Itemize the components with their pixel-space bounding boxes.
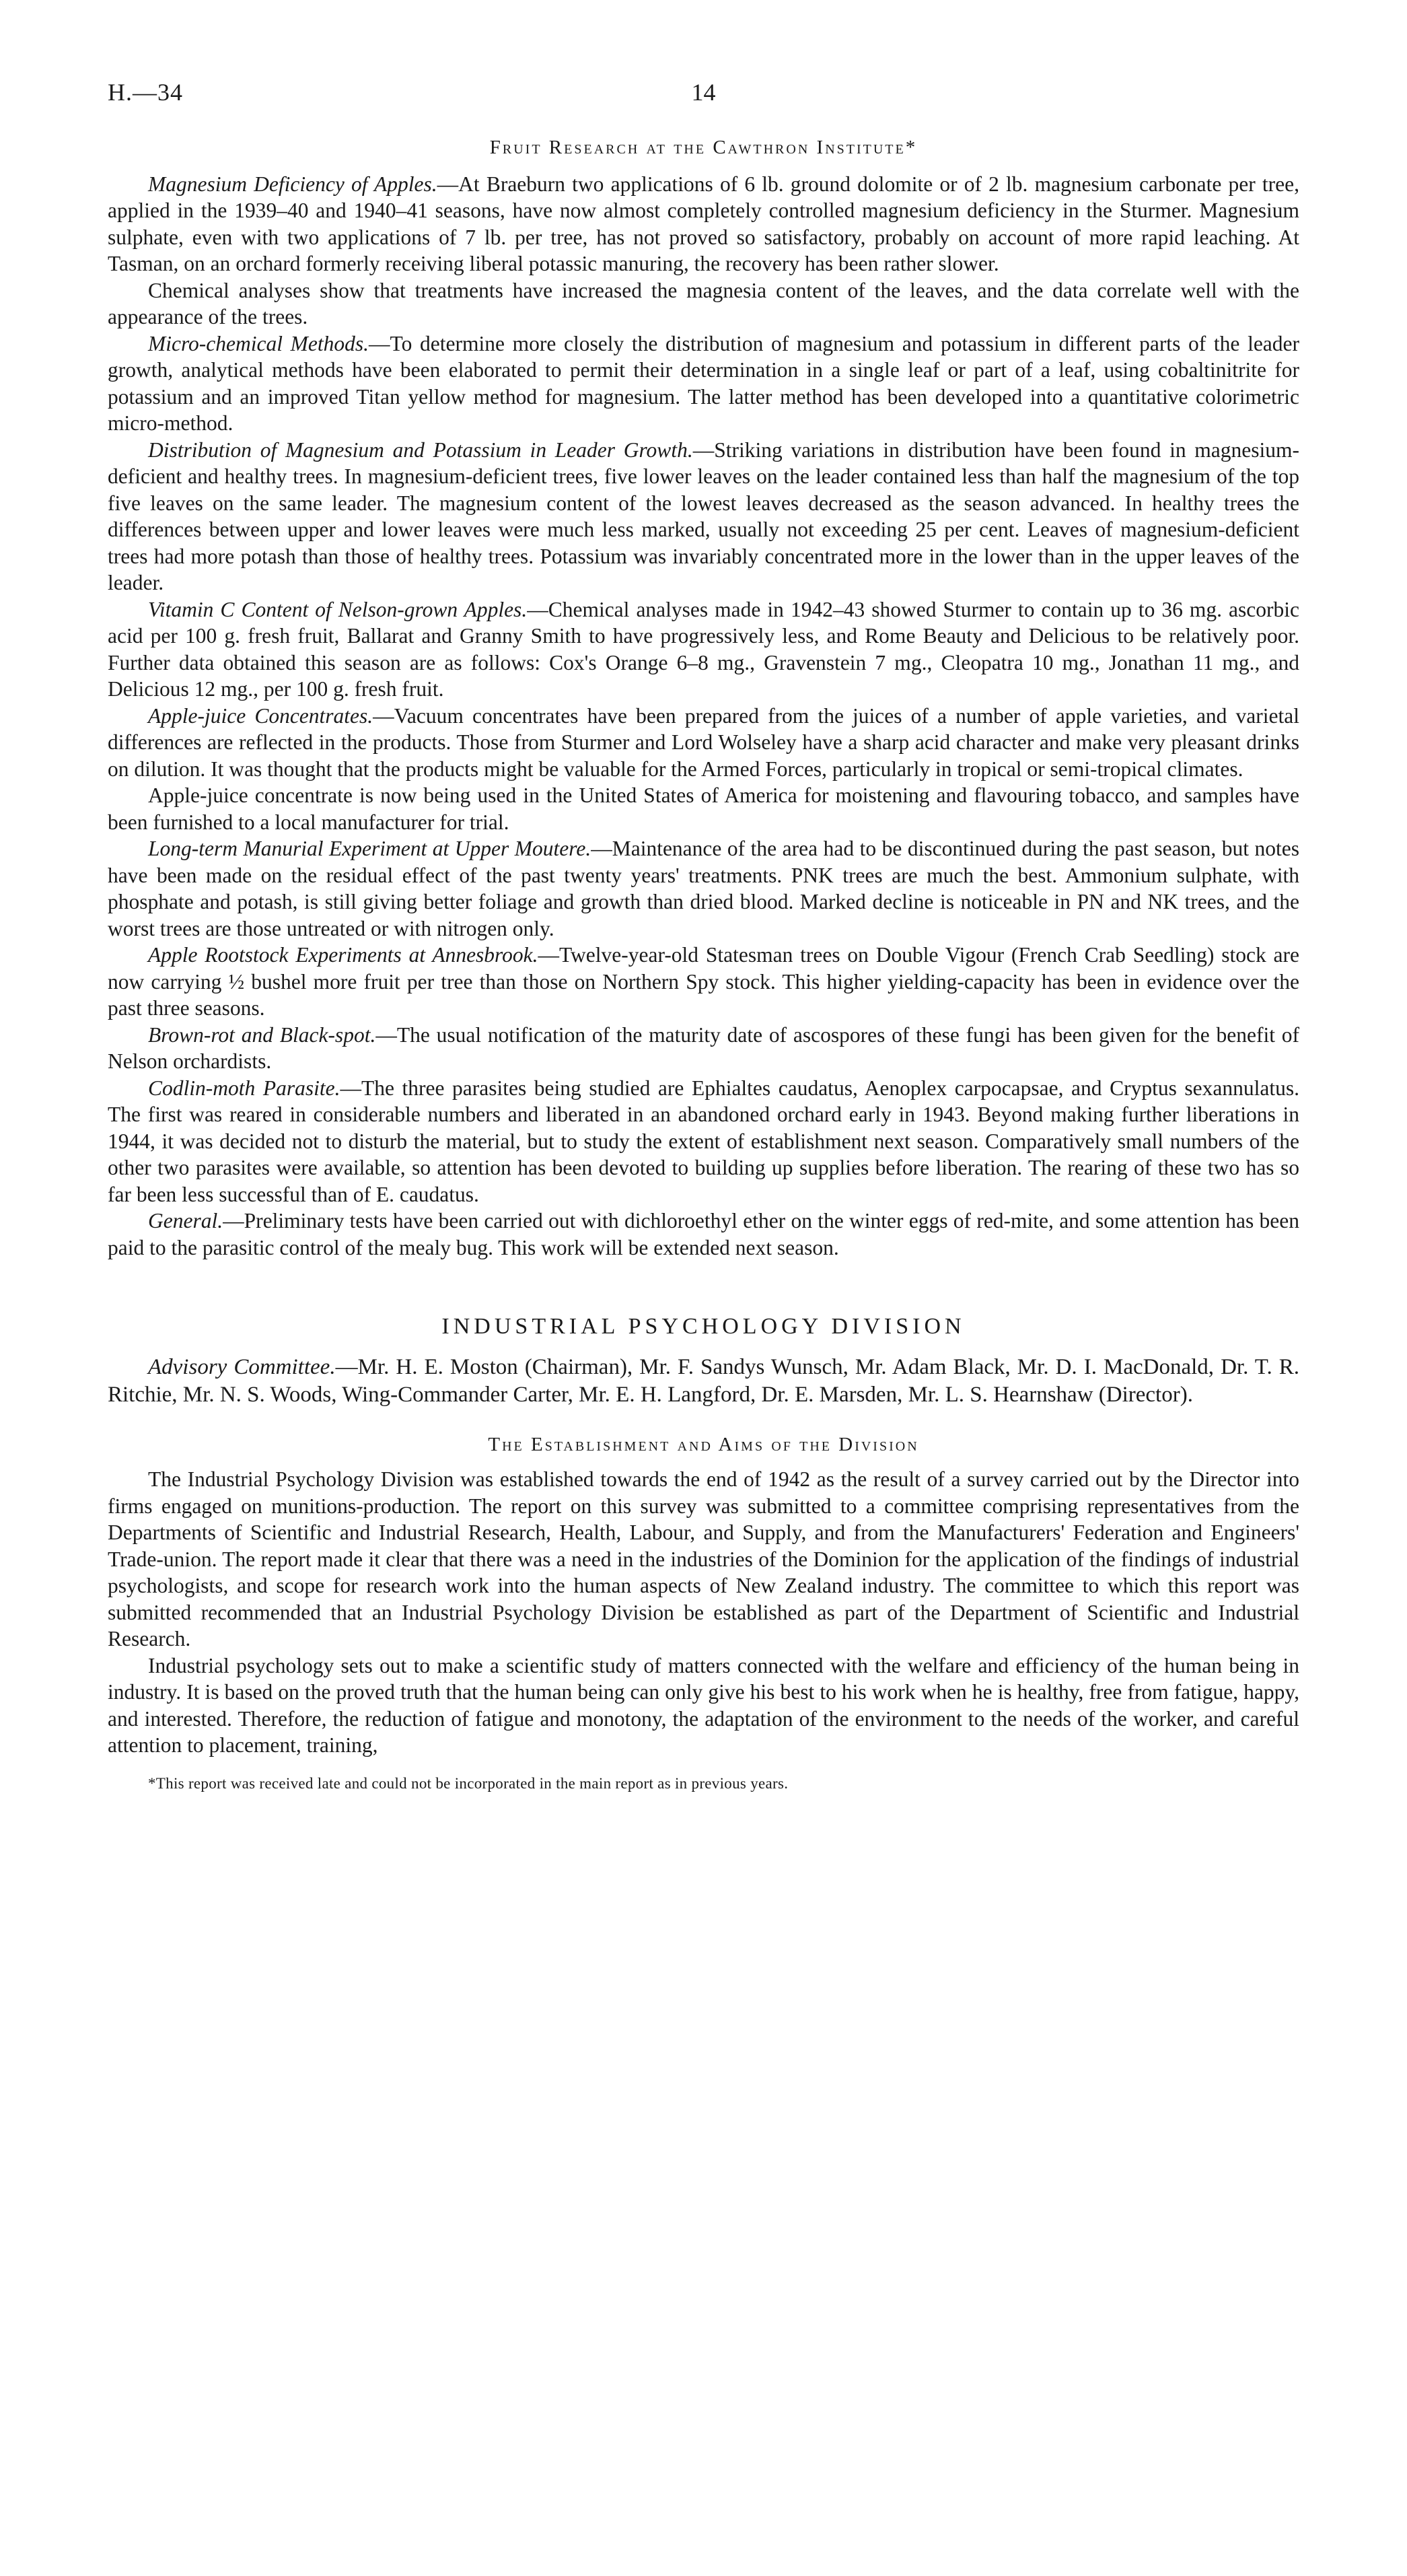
paragraph-body: —Maintenance of the area had to be discontinued during the past season, but notes have been made on the residual effect of the past twenty years' treatments. PNK trees are much the best. Ammonium sulphate, with phosphate and potash, is still giving better foliage and growth than dried blood. Marked decline is noticeable in PN and NK trees, and the worst trees are those untreated or with nitrogen only. xyxy=(108,837,1300,940)
paragraph xyxy=(108,1208,1299,1261)
paragraph: Industrial psychology sets out to make a scientific study of matters connected with the welfare and efficiency of the human being in industry. It is based on the proved truth that the human being can only give his best to his work when he is healthy, free from fatigue, happy, and interested. Therefore, the reduction of fatigue and monotony, the adaptation of the environment to the needs of the worker, and careful attention to placement, training, xyxy=(108,1653,1299,1757)
paragraph-lead: Codlin-moth Parasite. xyxy=(148,1076,340,1100)
paragraph xyxy=(108,703,1299,783)
paragraph: The Industrial Psychology Division was established towards the end of 1942 as the result of a survey carried out by the Director into firms engaged on munitions-production. The report on this survey was submitted to a committee comprising representatives from the Departments of Scientific and Industrial Research, Health, Labour, and Supply, and from the Manufacturers' Federation and Engineers' Trade-union. The report made it clear that there was a need in the industries of the Dominion for the application of the findings of industrial psychologists, and scope for research work into the human aspects of New Zealand industry. The committee to which this report was submitted recommended that an Industrial Psychology Division be established as part of the Department of Scientific and Industrial Research. xyxy=(108,1467,1299,1650)
paragraph-lead: Brown-rot and Black-spot. xyxy=(148,1022,376,1047)
paragraph-lead: Apple Rootstock Experiments at Annesbrook. xyxy=(148,943,538,967)
paragraph-lead: Micro-chemical Methods. xyxy=(148,331,369,355)
paragraph xyxy=(108,330,1299,437)
paragraph-lead: Apple-juice Concentrates. xyxy=(148,703,373,728)
paragraph xyxy=(108,437,1299,596)
paragraph-lead: Long-term Manurial Experiment at Upper Moutere. xyxy=(148,837,591,860)
page-header xyxy=(108,79,1299,120)
committee-lead: Advisory Committee. xyxy=(148,1354,336,1379)
paragraph xyxy=(108,1075,1299,1208)
paragraph-body: —To determine more closely the distribution of magnesium and potassium in different parts of the leader growth, analytical methods have been elaborated to permit their determination in a single leaf or part of a leaf, using cobaltinitrite for potassium and an improved Titan yellow method for magnesium. The latter method has been developed into a quantitative colorimetric micro-method. xyxy=(108,331,1299,435)
paragraph-lead: Magnesium Deficiency of Apples. xyxy=(148,172,437,196)
document-reference: H.—34 xyxy=(108,79,183,106)
paragraph-body: —At Braeburn two applications of 6 lb. ground dolomite or of 2 lb. magnesium carbonate per tree, applied in the 1939–40 and 1940–41 seasons, have now almost completely controlled magnesium deficiency in the Sturmer. Magnesium sulphate, even with two applications of 7 lb. per tree, has not proved so satisfactory, probably on account of more rapid leaching. At Tasman, on an orchard formerly receiving liberal potassic manuring, the recovery has been rather slower. xyxy=(108,172,1299,275)
paragraph-body: —Chemical analyses made in 1942–43 showed Sturmer to contain up to 36 mg. ascorbic acid per 100 g. fresh fruit, Ballarat and Granny Smith to have progressively less, and Rome Beauty and Delicious to be relatively poor. Further data obtained this season are as follows: Cox's Orange 6–8 mg., Gravenstein 7 mg., Cleopatra 10 mg., Jonathan 11 mg., and Delicious 12 mg., per 100 g. fresh fruit. xyxy=(108,597,1299,701)
paragraph-body: Apple-juice concentrate is now being used in the United States of America for moistening and flavouring tobacco, and samples have been furnished to a local manufacturer for trial. xyxy=(108,784,1299,834)
paragraph-lead: Distribution of Magnesium and Potassium in Leader Growth. xyxy=(148,438,693,462)
paragraph-body: —Striking variations in distribution have been found in magnesium-deficient and healthy trees. In magnesium-deficient trees, five lower leaves on the leader contained less than half the magnesium of the top five leaves on the same leader. The magnesium content of the lowest leaves decreased as the season advanced. In healthy trees the differences between upper and lower leaves were much less marked, usually not exceeding 25 per cent. Leaves of magnesium-deficient trees had more potash than those of healthy trees. Potassium was invariably concentrated more in the lower than in the upper leaves of the leader. xyxy=(108,438,1299,594)
advisory-committee xyxy=(108,1354,1299,1409)
paragraph xyxy=(108,782,1299,835)
paragraph-body: —The three parasites being studied are Ephialtes caudatus, Aenoplex carpocapsae, and Cryptus sexannulatus. The first was reared in considerable numbers and liberated in an abandoned orchard early in 1943. Beyond making further liberations in 1944, it was decided not to disturb the material, but to study the extent of establishment next season. Comparatively small numbers of the other two parasites were available, so attention has been devoted to building up supplies before liberation. The rearing of these two has so far been less successful than of E. caudatus. xyxy=(108,1076,1300,1206)
committee-members: —Mr. H. E. Moston (Chairman), Mr. F. Sandys Wunsch, Mr. Adam Black, Mr. D. I. MacDonald, Dr. T. R. Ritchie, Mr. N. S. Woods, Wing-Commander Carter, Mr. E. H. Langford, Dr. E. Marsden, Mr. L. S. Hearnshaw (Director). xyxy=(108,1354,1300,1407)
paragraph-body: —The usual notification of the maturity date of ascospores of these fungi has been given for the benefit of Nelson orchardists. xyxy=(108,1022,1299,1073)
footnote: *This report was received late and could not be incorporated in the main report as in previous years. xyxy=(148,1774,789,1792)
paragraph xyxy=(108,835,1299,942)
establishment-heading: The Establishment and Aims of the Division xyxy=(488,1433,919,1455)
paragraph xyxy=(108,171,1299,277)
paragraph xyxy=(108,942,1299,1022)
paragraph-body: —Preliminary tests have been carried out with dichloroethyl ether on the winter eggs of red-mite, and some attention has been paid to the parasitic control of the mealy bug. This work will be extended next season. xyxy=(108,1209,1299,1259)
paragraph-body: —Twelve-year-old Statesman trees on Double Vigour (French Crab Seedling) stock are now carrying ½ bushel more fruit per tree than those on Northern Spy stock. This higher yielding-capacity has been in evidence over the past three seasons. xyxy=(108,943,1299,1020)
paragraph xyxy=(108,596,1299,703)
page-number: 14 xyxy=(691,79,716,106)
paragraph-lead: General. xyxy=(148,1209,223,1232)
paragraph-lead: Vitamin C Content of Nelson-grown Apples. xyxy=(148,597,528,621)
paragraph xyxy=(108,277,1299,330)
fruit-research-body xyxy=(108,171,1299,1261)
paragraph xyxy=(108,1022,1299,1075)
paragraph-body: Chemical analyses show that treatments have increased the magnesia content of the leaves, and the data correlate well with the appearance of the trees. xyxy=(108,278,1299,328)
psychology-body xyxy=(108,1466,1299,1759)
paragraph-body: —Vacuum concentrates have been prepared from the juices of a number of apple varieties, and varietal differences are reflected in the products. Those from Sturmer and Lord Wolseley have a sharp acid character and make very pleasant drinks on dilution. It was thought that the products might be valuable for the Armed Forces, particularly in tropical or semi-tropical climates. xyxy=(108,703,1299,781)
psychology-division-heading: INDUSTRIAL PSYCHOLOGY DIVISION xyxy=(441,1314,966,1339)
fruit-research-heading: Fruit Research at the Cawthron Institute* xyxy=(489,137,918,158)
